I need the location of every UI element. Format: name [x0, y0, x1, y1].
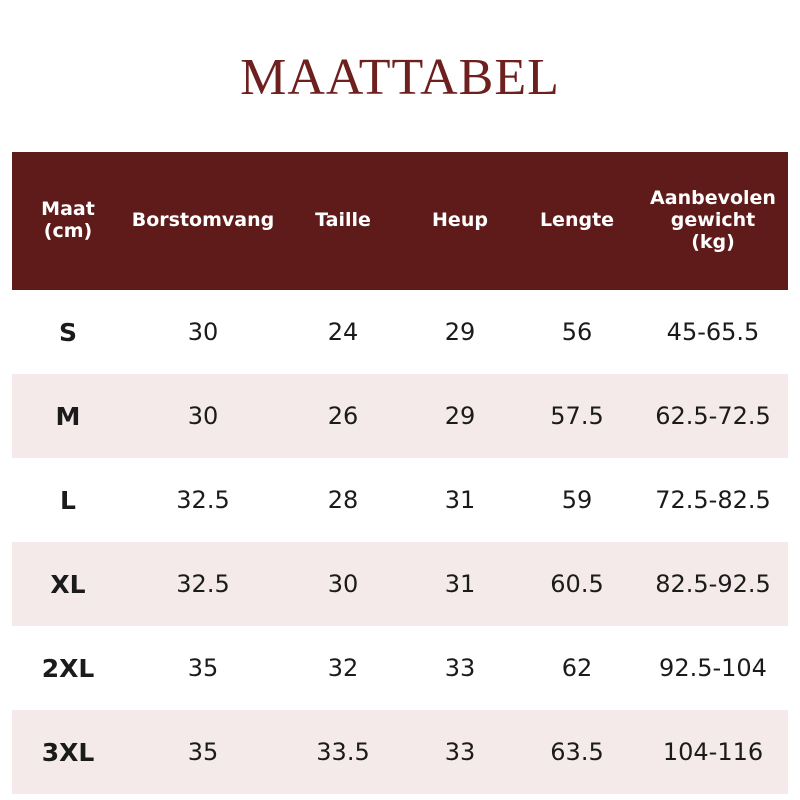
cell-lengte: 62	[516, 626, 638, 710]
cell-gewicht: 72.5-82.5	[638, 458, 788, 542]
column-header-maat-line1: Maat	[41, 198, 95, 221]
column-header-taille-line1: Taille	[315, 209, 371, 232]
cell-size: 3XL	[12, 710, 124, 794]
cell-size: M	[12, 374, 124, 458]
cell-size: XL	[12, 542, 124, 626]
cell-taille: 26	[282, 374, 404, 458]
cell-borstomvang: 30	[124, 374, 282, 458]
column-header-taille	[282, 152, 404, 290]
cell-taille: 33.5	[282, 710, 404, 794]
column-header-aanbevolen-gewicht	[638, 152, 788, 290]
cell-borstomvang: 35	[124, 710, 282, 794]
cell-gewicht: 62.5-72.5	[638, 374, 788, 458]
column-header-heup	[404, 152, 516, 290]
size-table	[12, 152, 788, 794]
cell-borstomvang: 35	[124, 626, 282, 710]
table-row	[12, 542, 788, 626]
cell-size: L	[12, 458, 124, 542]
column-header-gewicht-line2: gewicht	[670, 209, 756, 232]
size-table-container	[12, 152, 788, 794]
cell-lengte: 60.5	[516, 542, 638, 626]
cell-lengte: 56	[516, 290, 638, 374]
table-row	[12, 626, 788, 710]
table-header	[12, 152, 788, 290]
cell-heup: 33	[404, 710, 516, 794]
cell-size: 2XL	[12, 626, 124, 710]
cell-heup: 31	[404, 458, 516, 542]
cell-taille: 28	[282, 458, 404, 542]
table-header-row	[12, 152, 788, 290]
cell-lengte: 57.5	[516, 374, 638, 458]
column-header-lengte-line1: Lengte	[539, 209, 615, 232]
cell-borstomvang: 32.5	[124, 458, 282, 542]
table-row	[12, 290, 788, 374]
cell-borstomvang: 30	[124, 290, 282, 374]
column-header-maat	[12, 152, 124, 290]
cell-borstomvang: 32.5	[124, 542, 282, 626]
cell-taille: 24	[282, 290, 404, 374]
column-header-maat-line2: (cm)	[43, 220, 93, 242]
cell-lengte: 59	[516, 458, 638, 542]
cell-size: S	[12, 290, 124, 374]
cell-lengte: 63.5	[516, 710, 638, 794]
cell-gewicht: 104-116	[638, 710, 788, 794]
column-header-borstomvang-line1: Borstomvang	[131, 209, 275, 232]
column-header-borstomvang	[124, 152, 282, 290]
column-header-gewicht-line3: (kg)	[691, 230, 735, 253]
cell-gewicht: 92.5-104	[638, 626, 788, 710]
table-row	[12, 710, 788, 794]
table-row	[12, 374, 788, 458]
column-header-lengte	[516, 152, 638, 290]
cell-heup: 29	[404, 374, 516, 458]
cell-heup: 29	[404, 290, 516, 374]
column-header-gewicht-line1: Aanbevolen	[650, 187, 776, 210]
table-body	[12, 290, 788, 794]
table-row	[12, 458, 788, 542]
cell-taille: 30	[282, 542, 404, 626]
cell-gewicht: 45-65.5	[638, 290, 788, 374]
cell-gewicht: 82.5-92.5	[638, 542, 788, 626]
column-header-heup-line1: Heup	[432, 209, 488, 232]
cell-taille: 32	[282, 626, 404, 710]
page-title: MAATTABEL	[240, 49, 560, 106]
cell-heup: 33	[404, 626, 516, 710]
cell-heup: 31	[404, 542, 516, 626]
